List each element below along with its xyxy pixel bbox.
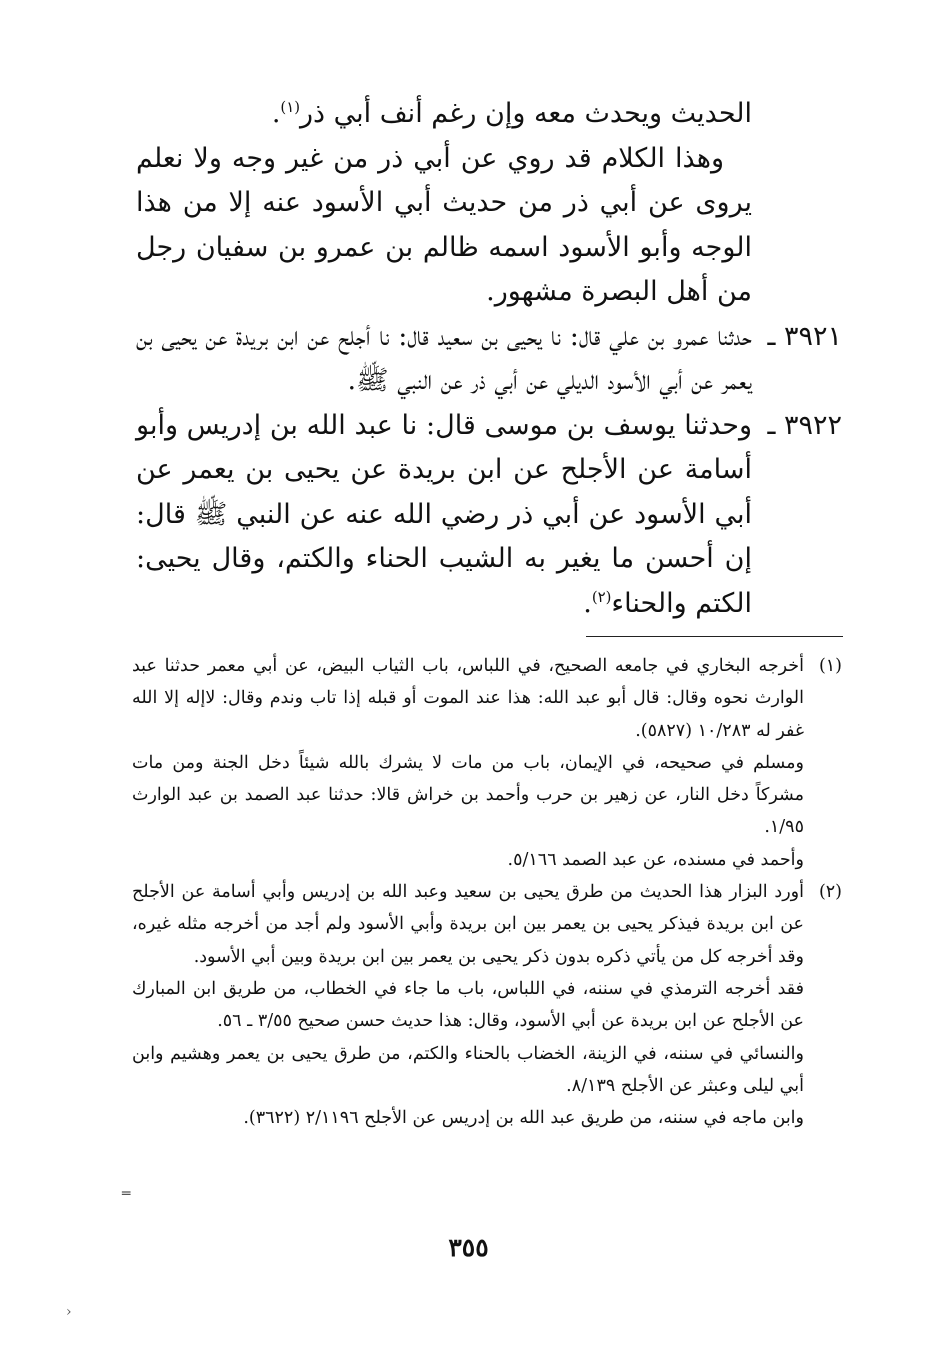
footnote-divider	[586, 636, 843, 637]
footnote-number: (٢)	[818, 882, 842, 903]
footnote-paragraph: أورد البزار هذا الحديث من طرق يحيى بن سعيد وعبد الله بن إدريس وأبي أسامة عن الأجلح عن ابن بريدة فيذكر يحيى بن يعمر بين ابن بريدة وأبي الأسود ولم أجد من أخرجه مثله غيره، وقد أخرجه كل من يأتي ذكره بدون ذكر يحيى بن يعمر بين ابن بريدة وبين أبي الأسود.	[132, 882, 804, 967]
footnotes	[132, 650, 842, 1134]
footnote-1	[132, 650, 842, 876]
commentary-paragraph: وهذا الكلام قد روي عن أبي ذر من غير وجه ولا نعلم يروى عن أبي ذر من حديث أبي الأسود عنه إلا من هذا الوجه وأبو الأسود اسمه ظالم بن عمرو بن سفيان رجل من أهل البصرة مشهور.	[136, 142, 752, 307]
hadith-text: حدثنا عمرو بن علي قال: نا يحيى بن سعيد قال: نا أجلح عن ابن بريدة عن يحيى بن يعمر عن أبي الأسود الديلي عن أبي ذر عن النبي ﷺ.	[136, 320, 752, 396]
footnote-paragraph: والنسائي في سننه، في الزينة، الخضاب بالحناء والكتم، من طرق يحيى بن يعمر وهشيم وابن أبي ليلى وعبثر عن الأجلح ٨/١٣٩.	[132, 1043, 804, 1096]
main-text	[136, 92, 842, 626]
footnote-paragraph: أخرجه البخاري في جامعه الصحيح، في اللباس، باب الثياب البيض، عن أبي معمر حدثنا عبد الوارث نحوه وقال: قال أبو عبد الله: هذا عند الموت أو قبله إذا تاب وندم وقال: لا‌إله إلا الله غفر له ١٠/٢٨٣ (٥٨٢٧).	[132, 656, 804, 741]
hadith-3921	[136, 315, 842, 404]
hadith-number: ٣٩٢٢ ـ	[767, 409, 842, 441]
footnote-2	[132, 876, 842, 1134]
continued-paragraph: الحديث ويحدث معه وإن رغم أنف أبي ذر$^{(١)}$.	[271, 98, 752, 129]
footnote-number: (١)	[818, 656, 842, 676]
hadith-3922	[136, 404, 842, 627]
footnote-paragraph: وابن ماجه في سننه، من طريق عبد الله بن إدريس عن الأجلح ٢/١١٩٦ (٣٦٢٢).	[243, 1108, 804, 1129]
paragraph-text: الحديث ويحدث معه وإن رغم أنف أبي ذر	[299, 98, 752, 129]
footnote-ref-2[interactable]: (٢)	[591, 587, 612, 606]
hadith-text: وحدثنا يوسف بن موسى قال: نا عبد الله بن إدريس وأبو أسامة عن الأجلح عن ابن بريدة عن يحيى بن يعمر عن أبي الأسود عن أبي ذر رضي الله عنه عن النبي ﷺ قال: إن أحسن ما يغير به الشيب الحناء والكتم، وقال يحيى: الكتم والحناء$^{(٢)}$.	[136, 409, 752, 619]
footnote-paragraph: فقد أخرجه الترمذي في سننه، في اللباس، باب ما جاء في الخطاب، من طريق ابن المبارك عن الأجلح عن ابن بريدة عن أبي الأسود، وقال: هذا حديث حسن صحيح ٣/٥٥ ـ ٥٦.	[132, 978, 804, 1032]
footnote-paragraph: وأحمد في مسنده، عن عبد الصمد ٥/١٦٦.	[507, 849, 804, 870]
page-number: ٣٥٥	[448, 1233, 489, 1262]
scan-mark: ‹	[66, 1304, 72, 1320]
hadith-number: ٣٩٢١ ـ	[767, 320, 842, 352]
footnote-ref-1[interactable]: (١)	[280, 98, 300, 116]
scan-mark: ═	[122, 1186, 131, 1202]
footnote-paragraph: ومسلم في صحيحه، في الإيمان، باب من مات لا يشرك بالله شيئاً دخل الجنة ومن مات مشركاً دخل النار، عن زهير بن حرب وأحمد بن خراش قالا: حدثنا عبد الصمد بن عبد الوارث ١/٩٥.	[132, 752, 804, 838]
